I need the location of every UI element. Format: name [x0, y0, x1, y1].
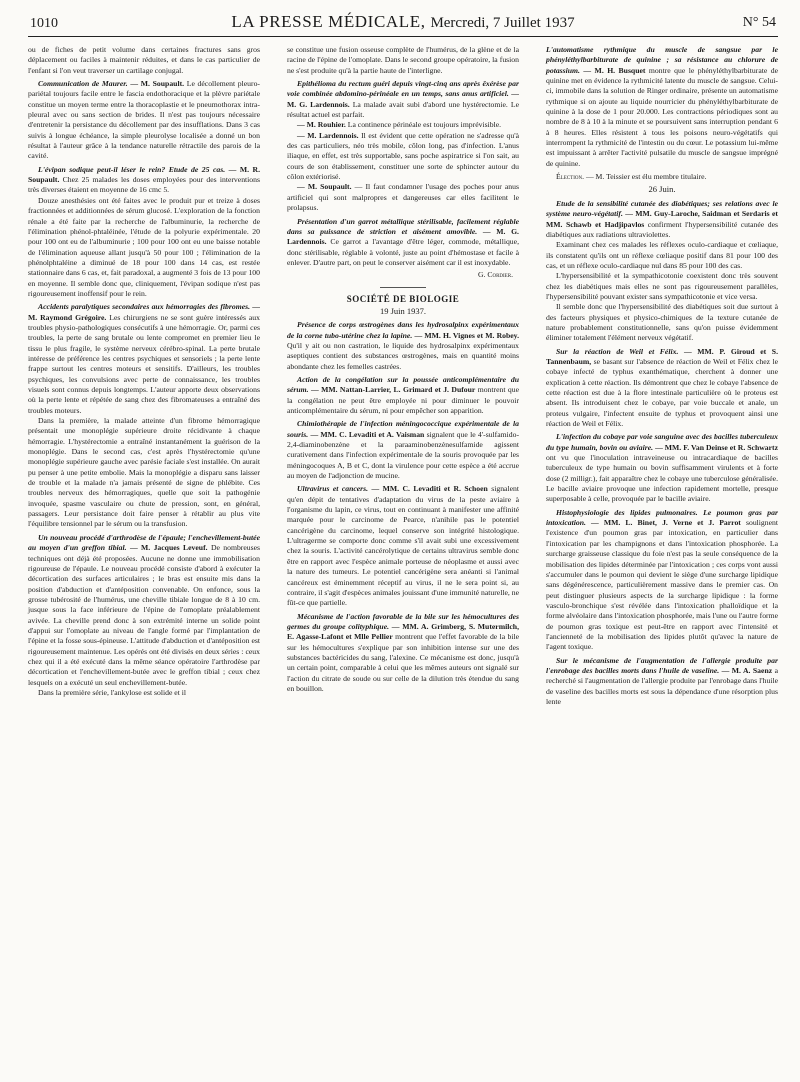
discussion-author: — M. Lardennois.	[297, 130, 359, 140]
journal-header	[28, 12, 778, 32]
abstract-fibromes	[28, 302, 260, 416]
journal-title: LA PRESSE MÉDICALE,	[231, 12, 426, 31]
abstract-title: Mécanisme de l'action favorable de la bile sur les hémocultures des germes du groupe colityphique.	[287, 611, 519, 631]
abstract-author: — MM. F. Van Deinse et R. Schwartz	[653, 442, 778, 452]
abstract-title: Action de la congélation sur la poussée anticomplémentaire du sérum.	[287, 374, 519, 395]
abstract-text: Les chirurgiens ne se sont guère intéressés aux troubles physio-pathologiques consécutifs à une hémorragie. Or, parmi ces troubles, la perte de sang brutale ou lente compromet en premier lieu le tissu le plus fragile, le système nerveux cérébro-spinal. La perte brutale intéresse de préférence les centres psychiques et sensoriels ; la perte lente frappe surtout les centres moteurs et sensitifs. D'ailleurs, les troubles psychiques, les convulsions avec perte de connaissance, les troubles visuels sont connus depuis longtemps. L'auteur apporte deux observations où la perte lente et répétée de sang chez des fibromateuses a entraîné des troubles moteurs.	[28, 312, 260, 415]
abstract-title: L'évipan sodique peut-il léser le rein? Etude de 25 cas.	[38, 164, 226, 174]
abstract-author: — M. H. Busquet	[579, 65, 646, 75]
abstract-author: — MM. L. Binet, J. Verne et J. Parrot	[585, 518, 741, 528]
abstract-author: — MM. A. Grimberg, S. Mutermilch, E. Agasse-Lafont et Mlle Pellier	[287, 621, 519, 642]
abstract-text: Le décollement pleuro-pariétal toujours facile entre le fascia endothoracique et la plèvre pariétale constitue un moyen terme entre la thoracoplastie et le pneumothorax intra-pleural avec ou sans section de brides. Il n'est pas toujours nécessaire d'entretenir la persistance du décollement par des insufflations. Dans 3 cas suivis à longue échéance, la simple pleurolyse localisée a donné un bon résultat à l'auteur grâce à la tendance naturelle rétractile des parois de la cavité.	[28, 79, 260, 161]
paragraph: Douze anesthésies ont été faites avec le produit pur et treize à doses fractionnées et additionnées de sérum glucosé. L'exploration de la fonction rénale a été faite par la recherche de l'albuminurie, la recherche de l'élimination phénol-phtaléinée, l'étude de la polyurie expérimentale. 20 pour 100 ont eu de l'albuminurie ; 100 pour 100 ont eu une baisse notable de l'élimination aqueuse allant jusqu'à 50 pour 100 ; l'élimination de la phénolphtaléine a diminué de 18 pour 100 dans 14 cas, est restée stationnaire dans 6 cas, et, fait paradoxal, a augmenté 3 fois de 13 pour 100 en moyenne. Il semble donc que, cliniquement, l'évipan sodique n'est pas rigoureusement inoffensif pour le rein.	[28, 195, 260, 298]
column-right	[546, 45, 778, 707]
abstract-congelation	[287, 375, 519, 416]
abstract-author: — M. G. Lardennois.	[287, 226, 519, 247]
abstract-author: — M. R. Soupault.	[28, 164, 260, 185]
discussion-text: Il est évident que cette opération ne s'adresse qu'à des cas particuliers, néo très mobile, côlon long, pas d'infection. L'anus iliaque, en effet, est très supportable, sans poche aspiratrice si l'on sait, au cours de son établissement, constituer une sorte de sphincter autour du côlon extériorisé.	[287, 130, 519, 182]
abstract-title: Histophysiologie des lipides pulmonaires. Le poumon gras par intoxication.	[546, 507, 778, 528]
abstract-maurer	[28, 79, 260, 162]
abstract-text: a recherché si l'augmentation de l'allergie produite par l'enrobage dans l'huile de vaseline des bacilles morts est sous la dépendance d'une résorption plus lente	[546, 665, 778, 706]
issue-number: N° 54	[742, 15, 776, 30]
abstract-author: — M. Soupault.	[127, 79, 185, 89]
paragraph: L'hypersensibilité et la sympathicotonie coexistent donc très souvent chez les diabétiques mais elles ne sont pas rigoureusement parallèles, l'hypersensibilité pouvant exister sans sympathicotonie et vice versa.	[546, 271, 778, 301]
abstract-title: Sur le mécanisme de l'augmentation de l'allergie produite par l'enrobage des bacilles morts dans l'huile de vaseline.	[546, 655, 778, 675]
abstract-text: signalent qu'en dépit de tentatives d'adaptation du virus de la peste aviaire à l'organisme du lapin, ce virus, tout en continuant à manifester une affinité marquée pour le carcinome de Pearce, n'anihile pas le potentiel cancérigène du carcinome, lequel conserve son intégrité histologique. L'ultragerme se comporte donc comme s'il avait subi une excessivement chez la souris. L'activité cancérolytique de certains ultravirus semble donc être en rapport avec l'espèce animale porteuse de néoplasme et aussi avec la nature des tumeurs. Le potentiel cancérigène sera anéanti si l'animal cancéreux est éminemment réceptif au virus, il ne le sera point si, au contraire, il s'agit d'espèces animales jouissant d'une immunité naturelle, ne fût-ce que partielle.	[287, 484, 519, 608]
columns	[28, 45, 778, 707]
abstract-title: L'infection du cobaye par voie sanguine avec des bacilles tuberculeux du type humain, bovin ou aviaire.	[546, 432, 778, 452]
abstract-author: — MM. Guy-Laroche, Saidman et Serdaris et MM. Schawb et Hadjipavlos	[546, 209, 778, 229]
section-heading: SOCIÉTÉ DE BIOLOGIE	[346, 293, 460, 304]
issue-date: Mercredi, 7 Juillet 1937	[430, 15, 575, 31]
abstract-text: soulignent l'existence d'un poumon gras par intoxication, en particulier dans l'intoxication par les champignons et dans l'intoxication phosphorée. La surcharge graisseuse classique du foie n'est pas la seule conséquence de la mobilisation des lipides déterminée par l'intoxication ; ces corps vont aussi s'accumuler dans le poumon qui devient le siège d'une surcharge lipidique sans dégénérescence, particulièrement massive dans le premier cas. On peut distinguer plusieurs aspects de la surcharge lipidique : la forme vasculo-bronchique s'est révélée dans l'intoxication phalloïdique et la forme alvéolaire dans l'intoxication phosphorée, mais l'une ou l'autre forme de poumon gras toxique est peut-être en rapport avec l'intensité et l'ancienneté de la mobilisation des lipides plutôt qu'avec la nature de l'agent toxique.	[546, 518, 779, 652]
abstract-oestrogenes	[287, 320, 519, 372]
abstract-bile	[287, 612, 519, 695]
abstract-title: Chimiothérapie de l'infection méningococcique expérimentale de la souris.	[287, 419, 519, 439]
abstract-evipan	[28, 165, 260, 196]
paragraph: Dans la première série, l'ankylose est solide et il	[38, 687, 187, 697]
discussion-author: — M. Soupault.	[297, 182, 352, 192]
abstract-title: Présentation d'un garrot métallique stérilisable, facilement réglable dans sa puissance de striction et aisément amovible.	[287, 216, 519, 236]
abstract-title: Ultravirus et cancers.	[297, 484, 369, 494]
abstract-title: Sur la réaction de Weil et Félix.	[556, 346, 679, 356]
abstract-author: — MM. C. Levaditi et A. Vaisman	[308, 429, 425, 439]
abstract-author: — M. A. Saenz	[719, 665, 773, 675]
paragraph: Examinant chez ces malades les réflexes oculo-cardiaque et cœliaque, ils constatent qu'ils ont un réflexe cœliaque positif dans 81 pour 100 des cas, et un réflexe oculo-cardiaque nul dans 85 pour 100 des cas.	[546, 240, 778, 270]
abstract-author: — MM. H. Vignes et M. Robey.	[412, 330, 519, 340]
paragraph: ou de fiches de petit volume dans certaines fractures sans gros déplacement ou faciles à maintenir réduites, et dans le cas particulier de l'enfant si l'on veut traverser un cartilage conjugal.	[28, 45, 260, 75]
abstract-text: Ce garrot a l'avantage d'être léger, commode, métallique, donc stérilisable, réglable à volonté, juste au point d'hémostase et facile à enlever. D'autre part, on peut le conserver aisément car il est inoxydable.	[287, 237, 519, 267]
abstract-author: — M. G. Lardennois.	[287, 89, 519, 109]
abstract-cobaye	[546, 432, 778, 504]
abstract-text: De nombreuses techniques ont déjà été proposées. Aucune ne donne une immobilisation rigoureuse de l'épaule. Le nouveau procédé consiste d'abord à exécuter la décortication des surfaces articulaires ; le bras est ensuite mis dans la position d'abduction et d'antéposition convenable. On enfonce, sous la grosse tubérosité de l'humérus, une cheville tibiale longue de 8 à 10 cm. jusque sous la face inférieure de l'épine de l'omoplate préalablement avivée. La cheville prend donc à son extrémité interne un solide point d'appui sur l'omoplate au niveau de l'angle formé par l'implantation de l'épine et la fosse sous-épineuse. L'attitude d'abduction et d'antéposition est rigoureusement maintenue. Les opérés ont été divisés en deux séries : ceux chez qui il a été exécuté dans la même séance opératoire l'arthrodèse par décortication et l'enchevillement-butée avec le greffon tibial ; ceux chez lesquels on a exécuté un seul enchevillement-butée.	[28, 543, 260, 687]
column-middle	[287, 45, 519, 707]
abstract-text: Chez 25 malades les doses employées pour des interventions très diverses étaient en moyenne de 16 cmc 5.	[28, 175, 260, 195]
election-notice	[546, 172, 778, 182]
discussion-text: — Il faut condamner l'usage des poches pour anus artificiel qui sont malpropres et dangereuses car elles facilitent le prolapsus.	[287, 182, 519, 213]
abstract-ultravirus	[287, 484, 519, 608]
abstract-arthrodese	[28, 533, 260, 688]
section-date: 26 Juin.	[648, 184, 676, 195]
abstract-text: signalent que le 4'-sulfamido-2,4-diaminobenzène et la paraaminobenzènesulfamide agissent curativement dans l'infection expérimentale de la souris provoquée par les méningocoques A, B et C, dont la virulence pour cette espèce a été accrue au moyen de l'adjonction de mucine.	[287, 429, 520, 481]
abstract-title: Etude de la sensibilité cutanée des diabétiques; ses relations avec le système neuro-végétatif.	[546, 198, 778, 219]
masthead	[28, 10, 778, 37]
abstract-author: — MM. P. Giroud et S. Tannenbaum,	[546, 346, 778, 366]
abstract-meningococcique	[287, 419, 519, 481]
section-date: 19 Juin 1937.	[379, 305, 427, 316]
discussion	[287, 182, 519, 213]
abstract-weil-felix	[546, 347, 778, 430]
paragraph: Dans la première, la malade atteinte d'un fibrome hémorragique présentait une monoplégie supérieure droite récidivante à chaque hémorragie. L'hystérectomie a entraîné instantanément la guérison de la monoplégie. Dans le second cas, c'est après l'hystérectomie qu'une monoplégie supérieure gauche avec parésie faciale s'est installée. On aurait pu penser à une petite embolie. Mais la monoplégie a disparu sans laisser de trouble et la malade n'a jamais présenté de signe de phlébite. Ces troubles nerveux des hémorragiques, quelle que soit la pathogénie invoquée, spasme vasculaire ou chute de pression, sont, en général, passagers. Leur persistance doit faire penser à rétablir au plus vite l'équilibre tensionnel par le sérum ou la transfusion.	[28, 416, 260, 529]
abstract-title: Epithélioma du rectum guéri depuis vingt-cinq ans après êxérèse par voie combinée abdomino-périnéale en un temps, sans anus artificiel.	[287, 79, 519, 99]
column-left	[28, 45, 260, 707]
abstract-text: se basant sur l'absence de réaction de Weil et Félix chez le cobaye infecté de typhus exanthématique, cherchent à donner une explication à cette réaction. Ils démontrent que chez le cobaye l'absence de cette réaction est due à la flore intestinale particulière où le proteus est absent. Ils introduisent chez le cobaye, par voie buccale et anale, un proteus vulgaire, l'infectent ensuite de typhus et provoquent ainsi une réaction de Weil et Félix.	[546, 356, 778, 429]
discussion	[287, 120, 519, 130]
abstract-author: — MM. Nattan-Larrier, L. Grimard et J. Dufour	[308, 385, 476, 395]
paragraph: se constitue une fusion osseuse complète de l'humérus, de la glène et de la racine de l'épine de l'omoplate. Dans le second groupe opératoire, la fusion ne s'est produite qu'à la partie haute de l'interligne.	[287, 45, 519, 75]
election-text: — M. Teissier est élu membre titulaire.	[584, 172, 707, 182]
abstract-text: ont vu que l'inoculation intraveineuse ou intracardiaque de bacilles tuberculeux de type humain ou bovin suffisamment virulents et à forte dose (2 milligr.), fait apparaître chez le cobaye une tuberculose généralisée. Le bacille aviaire provoque une infection rapidement mortelle, presque superposable à celle, provoquée par le bacille aviaire.	[546, 453, 779, 504]
election-label: Élection.	[556, 172, 585, 182]
abstract-text: montrent que la congélation ne peut être employée ni pour diminuer le pouvoir anticomplémentaire du sérum, ni pour empêcher son apparition.	[287, 385, 519, 415]
abstract-title: Un nouveau procédé d'arthrodèse de l'épaule; l'enchevillement-butée au moyen d'un greffon tibial.	[28, 532, 260, 553]
paragraph: Il semble donc que l'hypersensibilité des diabétiques soit due surtout à des facteurs physiques et physico-chimiques de la texture cutanée de nature probablement constitutionnelle, sans qu'on puisse évidemment éliminer totalement l'élément nerveux végétatif.	[546, 302, 778, 343]
abstract-allergie	[546, 656, 778, 708]
abstract-author: — M. Raymond Grégoire.	[28, 302, 260, 322]
abstract-author: — M. Jacques Leveuf.	[126, 543, 208, 553]
signature: G. Cordier.	[477, 270, 513, 280]
abstract-text: montrent que l'effet favorable de la bile sur les hémocultures s'explique par son inhibition intense sur une des substances bactéricides du sang, l'alexine. Ce mécanisme est donc, jusqu'à un certain point, comparable à celui que les mêmes auteurs ont signalé sur l'action du citrate de soude ou sur celle de la dilution très étendue du sang en bouillon.	[287, 632, 520, 693]
abstract-text: La malade avait subi d'abord une hystérectomie. Le résultat actuel est parfait.	[287, 99, 519, 120]
abstract-diabetiques	[546, 199, 778, 240]
page-number: 1010	[30, 16, 58, 31]
abstract-title: Communication de Maurer.	[38, 79, 128, 89]
abstract-author: — MM. C. Levaditi et R. Schoen	[368, 484, 488, 494]
abstract-title: L'automatisme rythmique du muscle de sangsue par le phényléthylbarbiturate de quinine ; sa résistance au chlorure de potassium.	[546, 45, 778, 75]
abstract-epithelioma	[287, 79, 519, 120]
discussion	[287, 131, 519, 183]
abstract-garrot	[287, 217, 519, 269]
abstract-title: Présence de corps œstrogènes dans les hydrosalpinx expérimentaux de la corne tubo-utérine chez la lapine.	[287, 320, 519, 340]
abstract-text: montre que le phényléthylbarbiturate de quinine met en évidence la rythmicité latente du muscle de sangsue. Celui-ci, immobile dans la solution de Ringer ordinaire, présente un automatisme rythmique si on ajoute au liquide nourricier du phényléthylbarbiturate de quinine à la dose de 1 pour 20.000. Les contractions périodiques sont au nombre de 8 à 10 à la minute et se poursuivent sans interruption pendant 6 à 8 heures. Elles résistent à tous les poisons neuro-végétatifs qui interrompent la rythmicité de l'intestin ou du cœur. Le potassium lui-même est impuissant à arrêter l'activité pulsatile du muscle de sangsue imprégné de quinine.	[546, 65, 778, 168]
divider	[380, 287, 426, 288]
abstract-title: Accidents paralytiques secondaires aux hémorragies des fibromes.	[38, 302, 251, 312]
abstract-sangsue	[546, 45, 778, 169]
abstract-text: Qu'il y ait ou non castration, le liquide des hydrosalpinx expérimentaux aseptiques contient des substances œstrogènes, mais en quantité moins abondante chez les femelles castrées.	[287, 340, 519, 371]
discussion-author: — M. Rouhier.	[297, 120, 346, 130]
abstract-lipides	[546, 508, 778, 653]
discussion-text: La continence périnéale est toujours imprévisible.	[345, 120, 502, 130]
abstract-text: confirment l'hypersensibilité cutanée des diabétiques aux radiations ultraviolettes.	[546, 219, 778, 239]
